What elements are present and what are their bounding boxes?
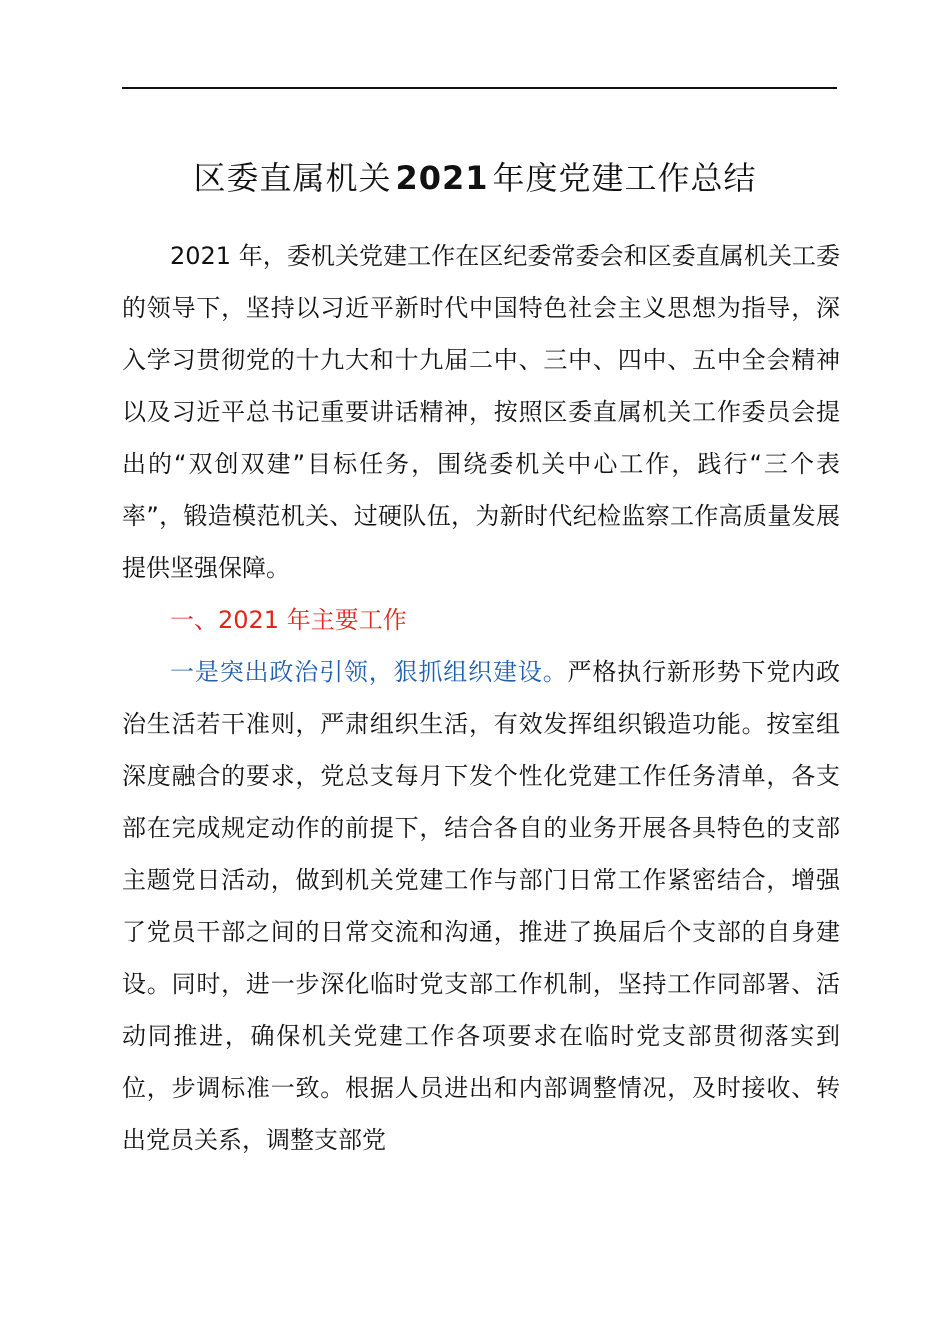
intro-paragraph: 2021 年，委机关党建工作在区纪委常委会和区委直属机关工委的领导下，坚持以习近平新时代中国特色社会主义思想为指导，深入学习贯彻党的十九大和十九届二中、三中、四中、五中全会精神以及习近平总书记重要讲话精神，按照区委直属机关工作委员会提出的“双创双建”目标任务，围绕委机关中心工作，践行“三个表率”，锻造模范机关、过硬队伍，为新时代纪检监察工作高质量发展提供坚强保障。 — [122, 242, 840, 582]
work-item-body: 严格执行新形势下党内政治生活若干准则，严肃组织生活，有效发挥组织锻造功能。按室组深度融合的要求，党总支每月下发个性化党建工作任务清单，各支部在完成规定动作的前提下，结合各自的业务开展各具特色的支部主题党日活动，做到机关党建工作与部门日常工作紧密结合，增强了党员干部之间的日常交流和沟通，推进了换届后个支部的自身建设。同时，进一步深化临时党支部工作机制，坚持工作同部署、活动同推进，确保机关党建工作各项要求在临时党支部贯彻落实到位，步调标准一致。根据人员进出和内部调整情况，及时接收、转出党员关系，调整支部党 — [122, 658, 841, 1154]
document-body — [122, 230, 840, 1166]
title-prefix: 区委直属机关 — [193, 159, 392, 197]
work-item-paragraph — [122, 646, 840, 1166]
title-year: 2021 — [395, 159, 489, 197]
header-rule — [122, 87, 837, 89]
section-heading: 一、2021 年主要工作 — [170, 606, 407, 634]
title-suffix: 年度党建工作总结 — [492, 159, 757, 197]
page-title — [0, 150, 950, 206]
work-item-lead: 一是突出政治引领，狠抓组织建设。 — [170, 658, 568, 686]
